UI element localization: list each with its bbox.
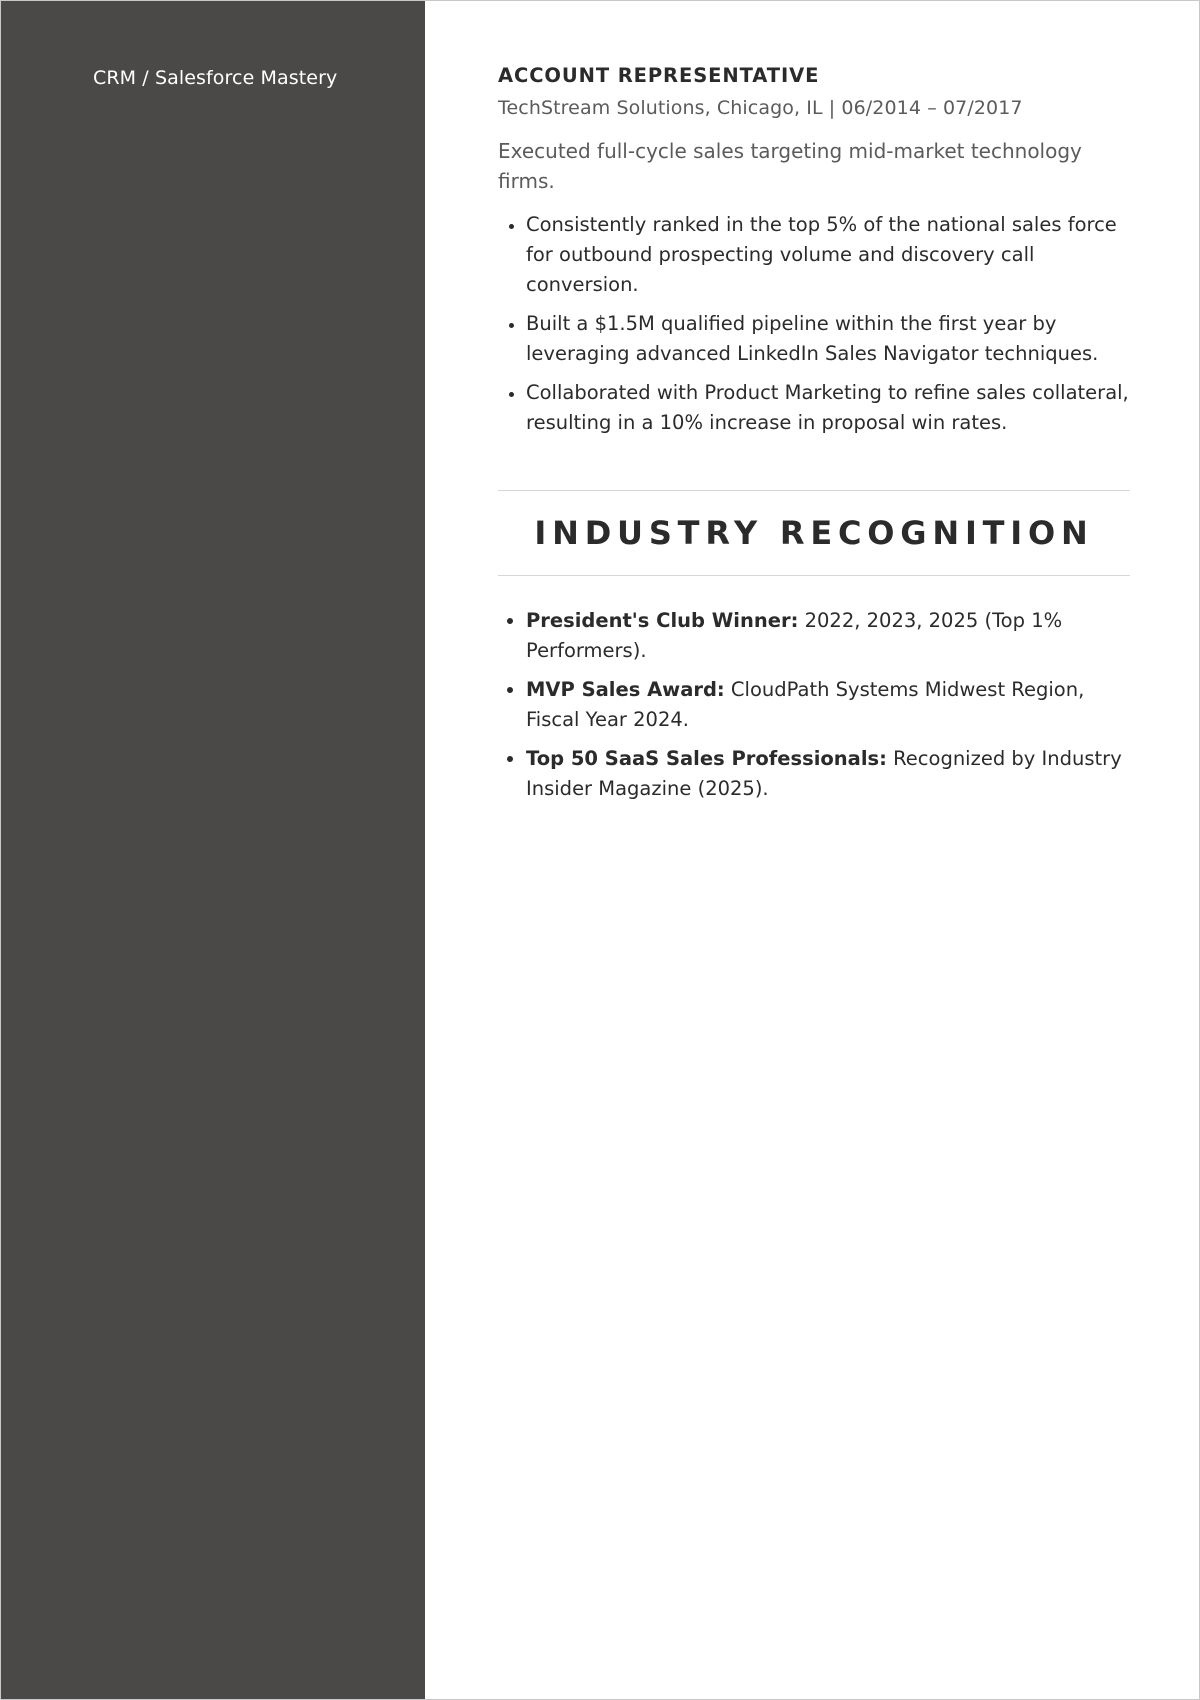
section-divider-top <box>498 490 1130 491</box>
achievement-item: • Collaborated with Product Marketing to refine sales collateral, resulting in a 10% increase in proposal win rates. <box>526 378 1130 438</box>
achievement-item: • Built a $1.5M qualified pipeline within the first year by leveraging advanced LinkedIn Sales Navigator techniques. <box>526 309 1130 369</box>
job-summary: Executed full-cycle sales targeting mid-market technology firms. <box>498 139 1082 193</box>
job-achievements-list <box>498 210 1130 438</box>
achievement-item: • Consistently ranked in the top 5% of the national sales force for outbound prospecting volume and discovery call conversion. <box>526 210 1130 300</box>
experience-entry <box>498 62 1130 438</box>
sidebar <box>1 1 425 1699</box>
award-name: Top 50 SaaS Sales Professionals: <box>526 747 887 770</box>
award-name: President's Club Winner: <box>526 609 799 632</box>
recognition-list <box>498 606 1130 804</box>
section-divider-bottom <box>498 575 1130 576</box>
job-company-dates: TechStream Solutions, Chicago, IL | 06/2014 – 07/2017 <box>498 97 1023 119</box>
award-detail: Recognized by Industry Insider Magazine (2025). <box>526 747 1122 800</box>
award-detail: CloudPath Systems Midwest Region, Fiscal Year 2024. <box>526 678 1085 731</box>
award-item <box>526 606 1130 666</box>
award-name: MVP Sales Award: <box>526 678 725 701</box>
sidebar-skill-item: CRM / Salesforce Mastery <box>93 67 338 89</box>
section-heading-recognition: INDUSTRY RECOGNITION <box>534 514 1094 552</box>
award-item <box>526 744 1130 804</box>
award-detail: 2022, 2023, 2025 (Top 1% Performers). <box>526 609 1063 662</box>
main-content <box>425 1 1199 1699</box>
award-item <box>526 675 1130 735</box>
job-title: ACCOUNT REPRESENTATIVE <box>498 64 820 87</box>
content-column <box>498 62 1130 813</box>
